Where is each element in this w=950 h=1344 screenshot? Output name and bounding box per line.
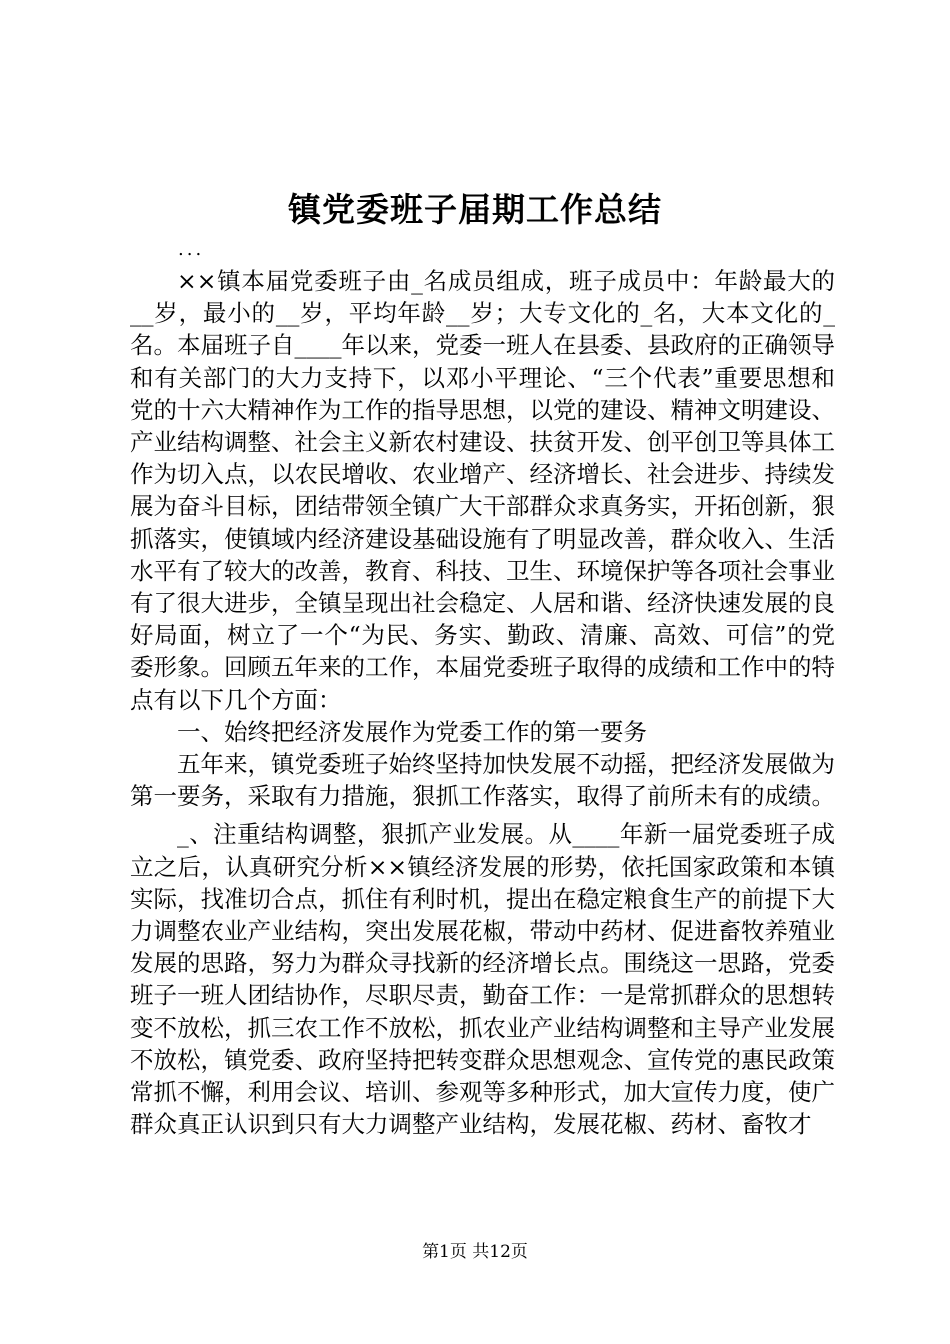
- paragraph-structure: _、注重结构调整，狠抓产业发展。从____年新一届党委班子成立之后，认真研究分析××镇经济发展的形势，依托国家政策和本镇实际，找准切合点，抓住有利时机，提出在稳定粮食生产的前提下大力调整农业产业结构，突出发展花椒，带动中药材、促进畜牧养殖业发展的思路，努力为群众寻找新的经济增长点。围绕这一思路，党委班子一班人团结协作，尽职尽责，勤奋工作：一是常抓群众的思想转变不放松，抓三农工作不放松，抓农业产业结构调整和主导产业发展不放松，镇党委、政府坚持把转变群众思想观念、宣传党的惠民政策常抓不懈，利用会议、培训、参观等多种形式，加大宣传力度，使广群众真正认识到只有大力调整产业结构，发展花椒、药材、畜牧才: [130, 820, 835, 1139]
- ellipsis-mark: ...: [178, 239, 205, 260]
- page-number-footer: 第1页 共12页: [422, 1242, 528, 1262]
- document-body: [130, 265, 835, 1140]
- section-heading: 一、始终把经济发展作为党委工作的第一要务: [177, 717, 647, 746]
- paragraph-intro: ××镇本届党委班子由_名成员组成，班子成员中：年龄最大的__岁，最小的__岁，平均年龄__岁；大专文化的_名，大本文化的_名。本届班子自____年以来，党委一班人在县委、县政府的正确领导和有关部门的大力支持下，以邓小平理论、“三个代表”重要思想和党的十六大精神作为工作的指导思想，以党的建设、精神文明建设、产业结构调整、社会主义新农村建设、扶贫开发、创平创卫等具体工作为切入点，以农民增收、农业增产、经济增长、社会进步、持续发展为奋斗目标，团结带领全镇广大干部群众求真务实，开拓创新，狠抓落实，使镇域内经济建设基础设施有了明显改善，群众收入、生活水平有了较大的改善，教育、科技、卫生、环境保护等各项社会事业有了很大进步，全镇呈现出社会稳定、人居和谐、经济快速发展的良好局面，树立了一个“为民、务实、勤政、清廉、高效、可信”的党委形象。回顾五年来的工作，本届党委班子取得的成绩和工作中的特点有以下几个方面：: [130, 267, 835, 714]
- paragraph-summary: 五年来，镇党委班子始终坚持加快发展不动摇，把经济发展做为第一要务，采取有力措施，狠抓工作落实，取得了前所未有的成绩。: [130, 750, 835, 811]
- document-title: 镇党委班子届期工作总结: [288, 190, 662, 229]
